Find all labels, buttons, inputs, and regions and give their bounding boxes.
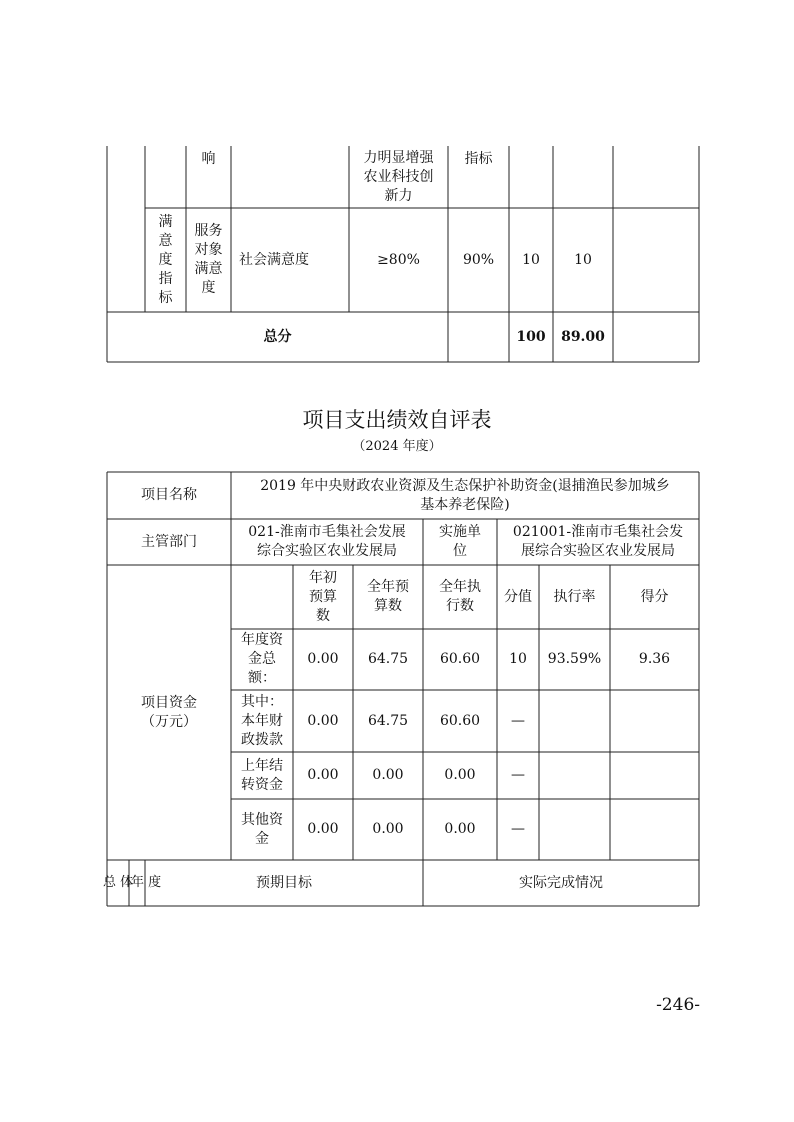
fund-row-annual: 0.00 [372, 821, 404, 837]
dept-label: 主管部门 [141, 533, 197, 550]
dept-value: 021-淮南市毛集社会发展 综合实验区农业发展局 [248, 524, 406, 559]
total-score: 89.00 [561, 328, 605, 345]
fund-row-score [610, 799, 699, 860]
total-weight: 100 [516, 328, 546, 345]
fund-row-score: 9.36 [638, 651, 671, 667]
fund-row-executed: 0.00 [444, 821, 476, 837]
fund-row-weight: — [511, 712, 525, 729]
fund-row-initial: 0.00 [307, 651, 339, 667]
indicator-label-cell: 指标 [464, 151, 493, 167]
fund-row-initial: 0.00 [307, 712, 339, 729]
fund-row-annual: 0.00 [372, 767, 404, 783]
fund-row-score [610, 752, 699, 799]
fund-row-weight: — [511, 767, 525, 783]
fund-row-executed: 0.00 [444, 767, 476, 783]
weight-value: 10 [522, 251, 540, 268]
actual-completion-header: 实际完成情况 [519, 874, 603, 891]
form-title: 项目支出绩效自评表 [302, 408, 492, 432]
fund-row-rate [539, 690, 610, 752]
score-value: 10 [574, 251, 592, 268]
fund-row-weight: — [511, 821, 525, 837]
header-annual-executed: 全年执 行数 [439, 579, 481, 614]
page-number: -246- [656, 995, 700, 1015]
header-annual-budget: 全年预 算数 [367, 579, 409, 614]
fund-row-score [610, 690, 699, 752]
actual-value: 90% [462, 251, 495, 268]
header-weight: 分值 [504, 588, 532, 605]
impl-unit-label: 实施单 位 [439, 524, 481, 559]
fund-row-weight: 10 [509, 651, 527, 667]
service-satisfaction-subcategory: 服务 对象 满意 度 [194, 223, 223, 296]
fund-row-annual: 64.75 [367, 651, 409, 667]
indicator-value-text: 力明显增强 农业科技创 新力 [363, 149, 434, 204]
social-satisfaction-indicator: 社会满意度 [239, 251, 309, 268]
funds-label: 项目资金 （万元） [141, 694, 197, 730]
overall-goal-label-b: 年 度 [131, 875, 162, 890]
header-execution-rate: 执行率 [553, 588, 596, 605]
fund-row-rate [539, 752, 610, 799]
total-label: 总分 [263, 328, 292, 345]
satisfaction-indicator-category: 满 意 度 指 标 [158, 213, 173, 306]
fund-row-label: 年度资 金总 额： [241, 632, 283, 686]
fund-row-executed: 60.60 [439, 712, 481, 729]
impl-unit-value: 021001-淮南市毛集社会发 展综合实验区农业发展局 [512, 524, 684, 559]
project-name-value: 2019 年中央财政农业资源及生态保护补助资金(退捕渔民参加城乡 基本养老保险) [260, 477, 670, 513]
fund-row-rate: 93.59% [547, 651, 602, 667]
project-name-label: 项目名称 [141, 487, 197, 503]
form-year: （2024 年度） [352, 439, 442, 454]
fund-row-initial: 0.00 [307, 821, 339, 837]
fund-row-label: 其他资 金 [241, 811, 283, 847]
fund-row-initial: 0.00 [307, 767, 339, 783]
fund-row-label: 上年结 转资金 [241, 757, 283, 793]
header-initial-budget: 年初 预算 数 [309, 569, 337, 624]
expected-goal-header: 预期目标 [256, 874, 312, 891]
overall-goal-label-a: 总 体 [102, 875, 134, 890]
impact-cell: 响 [201, 151, 216, 167]
fund-row-label: 其中： 本年财 政拨款 [241, 693, 283, 748]
fund-row-annual: 64.75 [367, 712, 409, 729]
target-value: ≥80% [377, 251, 420, 268]
fund-row-executed: 60.60 [439, 651, 481, 667]
header-score: 得分 [640, 588, 669, 605]
fund-row-rate [539, 799, 610, 860]
